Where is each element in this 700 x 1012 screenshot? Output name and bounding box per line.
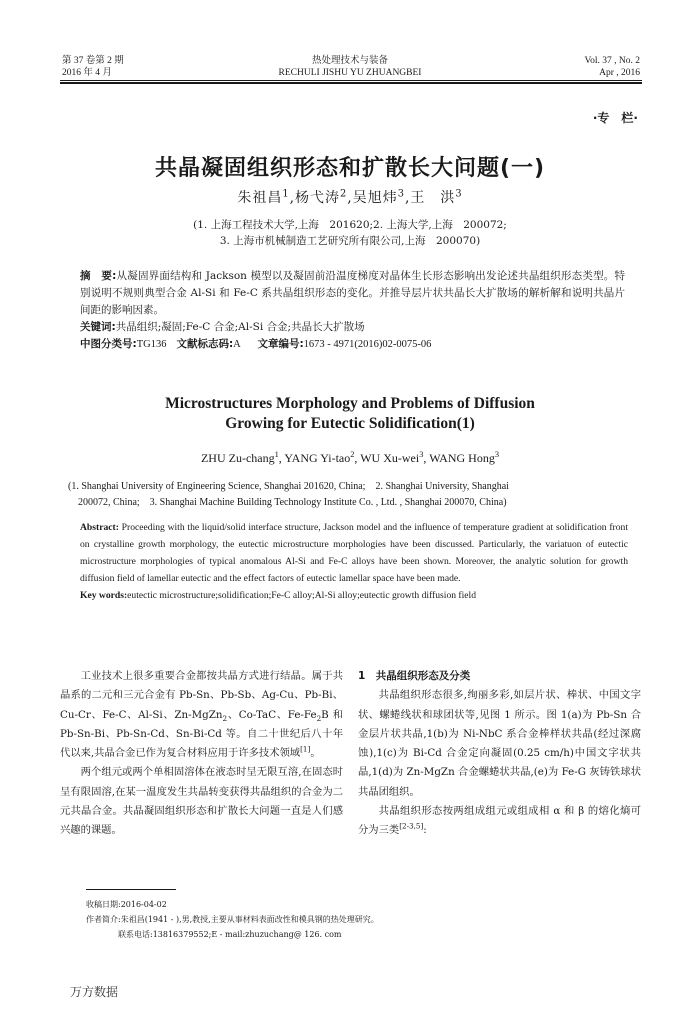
affiliations-zh: (1. 上海工程技术大学,上海 201620;2. 上海大学,上海 200072; 3. 上海市机械制造工艺研究所有限公司,上海 200070): [193, 219, 507, 247]
classification-zh: 中图分类号:TG136 文献标志码:A 文章编号:1673 - 4971(2016)02-0075-06: [80, 338, 432, 350]
keywords-en: Key words:eutectic microstructure;solidification;Fe-C alloy;Al-Si alloy;eutectic growth diffusion field: [80, 590, 477, 601]
column-label: ·专 栏·: [592, 111, 638, 125]
abstract-zh: [80, 268, 625, 353]
abstract-en: [80, 519, 628, 604]
title-zh: 共晶凝固组织形态和扩散长大问题(一): [154, 156, 546, 181]
section-title-1: 1 共晶组织形态及分类: [358, 670, 471, 682]
footnote-received: 收稿日期:2016-04-02: [86, 900, 167, 909]
authors-zh: 朱祖昌$^1$,杨弋涛$^2$,吴旭炜$^3$,王 洪$^3$: [237, 188, 463, 206]
body-left-column: [60, 667, 343, 841]
body-right-paragraph-2: 共晶组织形态按两组成组元或组成相 α 和 β 的熔化熵可分为三类[2-3,5]:: [358, 805, 641, 837]
abstract-zh-body: 摘 要:从凝固界面结构和 Jackson 模型以及凝固前沿温度梯度对晶体生长形态影响出发论述共晶组织形态类型。特别说明不规则典型合金 Al-Si 和 Fe-C 系共晶组织形态的变化。并推导层片状共晶长大扩散场的解析解和说明共晶片间距的影响因素。: [80, 270, 626, 316]
header-issue: Vol. 37 , No. 2 Apr , 2016: [584, 56, 640, 78]
footnote-rule: [86, 889, 176, 890]
body-left-paragraph-2: 两个组元或两个单相固溶体在液态时呈无限互溶,在固态时呈有限固溶,在某一温度发生共晶转变获得共晶组织的合金为二元共晶合金。共晶凝固组织形态和扩散长大问题一直是人们感兴趣的课题。: [60, 766, 343, 837]
header-volume: 第 37 卷第 2 期 2016 年 4 月: [62, 56, 124, 78]
header-rule-thick: [60, 82, 642, 84]
abstract-en-body: Abstract: Proceeding with the liquid/solid interface structure, Jackson model and the influence of temperature gradient at solidification front on crystalline growth morphology, the eutectic microstructure morphologies have been discussed. Particularly, the variatuon of eutectic microstructure morphologies of typical anomalous Al-Si and Fe-C alloys have been shown. Moreover, the analytic solution for growth diffusion field of lamellar eutectic and the effect factors of eutectic lamellar space have been made.: [80, 522, 628, 584]
header-journal: 热处理技术与装备 RECHULI JISHU YU ZHUANGBEI: [278, 55, 422, 78]
title-en: Microstructures Morphology and Problems of Diffusion Growing for Eutectic Solidification(1): [165, 395, 535, 432]
footnote-bio: 作者简介:朱祖昌(1941 - ),男,教授,主要从事材料表面改性和模具钢的热处理研究。: [86, 915, 379, 924]
authors-en: ZHU Zu-chang$^1$, YANG Yi-tao$^2$, WU Xu-wei$^3$, WANG Hong$^3$: [200, 450, 500, 465]
body-right-paragraph-1: 共晶组织形态很多,绚丽多彩,如层片状、棒状、中国文字状、螺蜷线状和球团状等,见图 1 所示。图 1(a)为 Pb-Sn 合金层片状共晶,1(b)为 Ni-NbC 系合金棒样状共晶(经过深腐蚀),1(c)为 Bi-Cd 合金定向凝固(0.25 cm/h)中国文字状共晶,1(d)为 Zn-MgZn 合金螺蜷状共晶,(e)为 Fe-G 灰铸铁球状共晶团组织。: [358, 689, 641, 798]
body-left-paragraph-1: 工业技术上很多重要合金都按共晶方式进行结晶。属于共晶系的二元和三元合金有 Pb-Sn、Pb-Sb、Ag-Cu、Pb-Bi、Cu-Cr、Fe-C、Al-Si、Zn-MgZn$_2$、Co-TaC、$Fe-Fe_2B$ 和 Pb-Sn-Bi、Pb-Sn-Cd、Sn-Bi-Cd 等。自二十世纪后八十年代以来,共晶合金已作为复合材料应用于许多技术领域[1]。: [60, 670, 343, 760]
header-rule-thin: [60, 80, 642, 81]
affiliations-en: (1. Shanghai University of Engineering Science, Shanghai 201620, China; 2. Shanghai University, Shanghai 200072, China; 3. Shanghai Machine Building Technology Institute Co. , Ltd. , Shanghai 200070, China): [68, 481, 509, 508]
watermark-text: 万方数据: [70, 985, 119, 999]
footnote-contact: 联系电话:13816379552;E - mail:zhuzuchang@ 126. com: [118, 930, 342, 939]
keywords-zh: 关键词:共晶组织;凝固;Fe-C 合金;Al-Si 合金;共晶长大扩散场: [80, 321, 365, 333]
body-right-column: [358, 667, 641, 841]
